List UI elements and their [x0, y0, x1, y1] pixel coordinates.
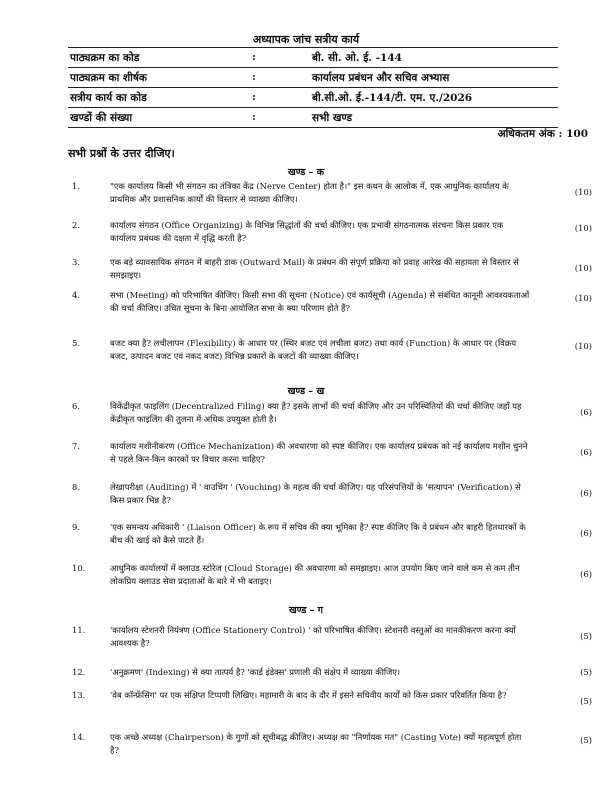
question-number: 12. — [72, 667, 86, 677]
question-text: आधुनिक कार्यालयों में क्लाउड स्टोरेज (Cloud Storage) की अवधारणा को समझाइए। आज उपयोग किए जाने वाले कम से कम तीन लोकप्रिय क्लाउड सेवा प्रदाताओं के बारे में भी बताइए। — [110, 563, 520, 586]
instruction: सभी प्रश्नों के उत्तर दीजिए। — [68, 147, 175, 160]
meta-label: खण्डों की संख्या — [70, 112, 133, 124]
meta-value: बी.सी.ओ. ई.-144/टी. एम. ए./2026 — [312, 92, 473, 104]
question-text: विकेंद्रीकृत फाइलिंग (Decentralized Filing) क्या है? इसके लाभों की चर्चा कीजिए और उन परिस्थितियों की चर्चा कीजिए जहाँ यह केंद्रीकृत फाइलिंग की तुलना में अधिक उपयुक्त होती है। — [110, 401, 522, 424]
question-text: "एक कार्यालय किसी भी संगठन का तंत्रिका केंद्र (Nerve Center) होता है।" इस कथन के आलोक में, एक आधुनिक कार्यालय के प्राथमिक और प्रशासनिक कार्यों की विस्तार से व्याख्या कीजिए। — [110, 181, 509, 204]
meta-label: पाठ्यक्रम का कोड — [70, 52, 140, 64]
meta-colon: : — [252, 111, 256, 123]
question-number: 11. — [72, 625, 86, 635]
block-count-row — [68, 108, 558, 128]
question-marks: (5) — [580, 631, 592, 641]
question-number: 13. — [72, 690, 86, 700]
question-text: एक अच्छे अध्यक्ष (Chairperson) के गुणों को सूचीबद्ध कीजिए। अध्यक्ष का "निर्णायक मत" (Casting Vote) क्यों महत्वपूर्ण होता है? — [110, 732, 522, 755]
question-marks: (6) — [580, 528, 592, 538]
question-number: 14. — [72, 732, 86, 742]
meta-colon: : — [252, 51, 256, 63]
question-number: 1. — [72, 181, 80, 191]
question-number: 8. — [72, 482, 80, 492]
question-marks: (5) — [580, 667, 592, 677]
meta-colon: : — [252, 71, 256, 83]
question-text: एक बड़े व्यावसायिक संगठन में बाहरी डाक (Outward Mail) के प्रबंधन की संपूर्ण प्रक्रिया को प्रवाह आरेख की सहायता से विस्तार से समझाइए। — [110, 257, 519, 280]
question-text: 'वेब कॉन्फ्रेंसिंग' पर एक संक्षिप्त टिप्पणी लिखिए। महामारी के बाद के दौर में इसने सचिवीय कार्यों को किस प्रकार परिवर्तित किया है? — [110, 690, 507, 700]
question-text: 'कार्यालय स्टेशनरी नियंत्रण (Office Stationery Control) ' को परिभाषित कीजिए। स्टेशनरी वस्तुओं का मानकीकरण करना क्यों आवश्यक है? — [110, 625, 516, 648]
question-marks: (10) — [574, 293, 592, 303]
question-number: 9. — [72, 522, 80, 532]
course-title-row — [68, 68, 558, 88]
course-code-row — [68, 47, 558, 68]
question-text: कार्यालय मशीनीकरण (Office Mechanization) की अवधारणा को स्पष्ट कीजिए। एक कार्यालय प्रबंधक को नई कार्यालय मशीन चुनने से पहले किन-किन कारकों पर विचार करना चाहिए? — [110, 441, 528, 464]
question-number: 2. — [72, 220, 80, 230]
section-heading-a: खण्ड – क — [287, 167, 325, 178]
max-marks: अधिकतम अंक : 100 — [497, 128, 588, 140]
question-text: 'एक समन्वय अधिकारी ' (Liaison Officer) के रूप में सचिव की क्या भूमिका है? स्पष्ट कीजिए कि वे प्रबंधन और बाहरी हितधारकों के बीच की खाई को कैसे पाटते हैं। — [110, 522, 526, 545]
question-number: 5. — [72, 338, 80, 348]
question-marks: (6) — [580, 569, 592, 579]
meta-value: कार्यालय प्रबंधन और सचिव अभ्यास — [312, 72, 450, 84]
question-marks: (10) — [574, 341, 592, 351]
question-marks: (10) — [574, 187, 592, 197]
meta-value: सभी खण्ड — [312, 112, 353, 124]
question-marks: (5) — [580, 735, 592, 745]
meta-colon: : — [252, 91, 256, 103]
question-marks: (6) — [580, 407, 592, 417]
page-title: अध्यापक जांच सत्रीय कार्य — [252, 33, 360, 46]
question-number: 10. — [72, 563, 86, 573]
meta-label: सत्रीय कार्य का कोड — [70, 92, 147, 104]
question-number: 6. — [72, 401, 80, 411]
question-text: कार्यालय संगठन (Office Organizing) के विभिन्न सिद्धांतों की चर्चा कीजिए। एक प्रभावी संगठनात्मक संरचना किस प्रकार एक कार्यालय प्रबंधक की दक्षता में वृद्धि करती है? — [110, 220, 504, 243]
question-number: 4. — [72, 290, 80, 300]
meta-value: बी. सी. ओ. ई. -144 — [312, 52, 402, 64]
meta-label: पाठ्यक्रम का शीर्षक — [70, 72, 147, 84]
question-number: 7. — [72, 441, 80, 451]
question-number: 3. — [72, 257, 80, 267]
section-heading-c: खण्ड – ग — [288, 605, 324, 616]
assignment-code-row — [68, 88, 558, 108]
question-marks: (6) — [580, 488, 592, 498]
question-marks: (6) — [580, 447, 592, 457]
question-marks: (5) — [580, 696, 592, 706]
question-text: सभा (Meeting) को परिभाषित कीजिए। किसी सभा की सूचना (Notice) एवं कार्यसूची (Agenda) से संबंधित कानूनी आवश्यकताओं की चर्चा कीजिए। उचित सूचना के बिना आयोजित सभा के क्या परिणाम होते हैं? — [110, 290, 530, 313]
question-text: लेखापरीक्षा (Auditing) में ' वाउचिंग ' (Vouching) के महत्व की चर्चा कीजिए। यह परिसंपत्तियों के 'सत्यापन' (Verification) से किस प्रकार भिन्न है? — [110, 482, 521, 505]
question-text: बजट क्या है? लचीलापन (Flexibility) के आधार पर (स्थिर बजट एवं लचीला बजट) तथा कार्य (Function) के आधार पर (विक्रय बजट, उत्पादन बजट एवं नकद बजट) विभिन्न प्रकारों के बजटों की व्याख्या कीजिए। — [110, 338, 517, 361]
course-info-table — [68, 47, 558, 128]
question-text: 'अनुक्रमण' (Indexing) से क्या तात्पर्य है? 'कार्ड इंडेक्स' प्रणाली की संक्षेप में व्याख्या कीजिए। — [110, 667, 401, 677]
section-heading-b: खण्ड – ख — [287, 386, 325, 397]
question-marks: (10) — [574, 263, 592, 273]
question-marks: (10) — [574, 223, 592, 233]
